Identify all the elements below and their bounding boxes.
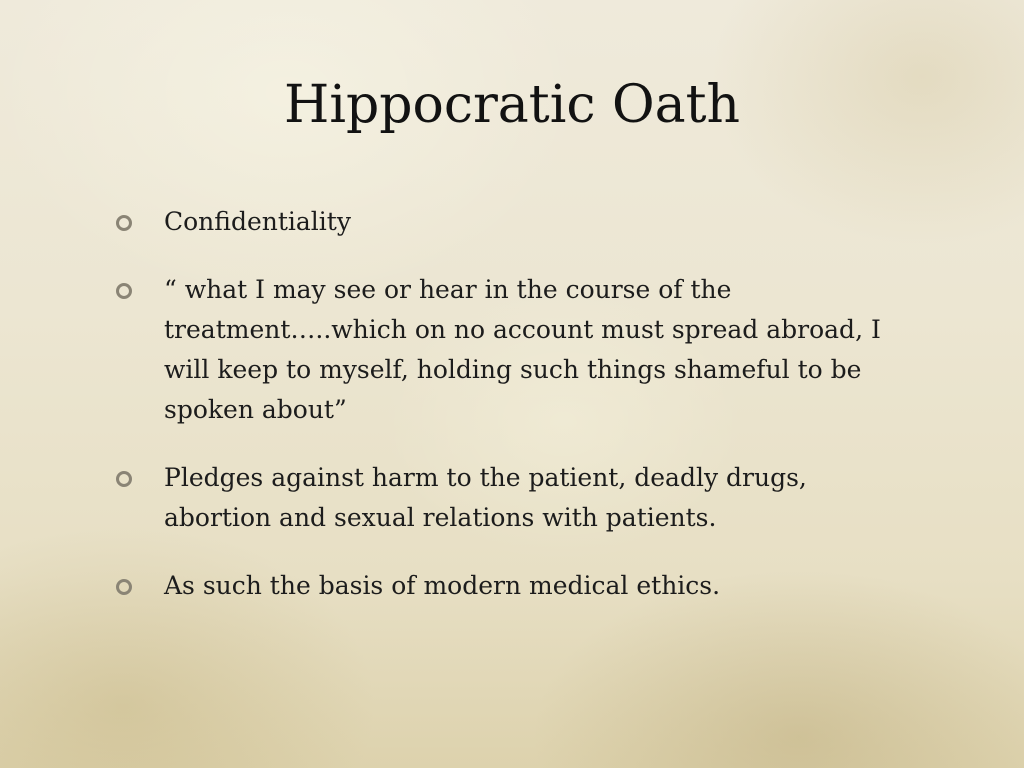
bullet-item-pledges xyxy=(112,458,912,538)
bullet-text: As such the basis of modern medical ethics. xyxy=(164,571,721,600)
bullet-text: “ what I may see or hear in the course of the treatment…..which on no account must spread abroad, I will keep to myself, holding such things shameful to be spoken about” xyxy=(164,275,881,424)
bullet-item-confidentiality xyxy=(112,202,912,242)
hollow-circle-icon xyxy=(116,471,132,487)
bullet-item-quote xyxy=(112,270,912,430)
slide-title: Hippocratic Oath xyxy=(283,75,741,135)
bullet-item-basis xyxy=(112,566,912,606)
hollow-circle-icon xyxy=(116,579,132,595)
hollow-circle-icon xyxy=(116,215,132,231)
bullet-text: Pledges against harm to the patient, deadly drugs, abortion and sexual relations with patients. xyxy=(164,463,807,532)
bullet-text: Confidentiality xyxy=(164,207,351,236)
bullet-list xyxy=(112,202,912,634)
hollow-circle-icon xyxy=(116,283,132,299)
